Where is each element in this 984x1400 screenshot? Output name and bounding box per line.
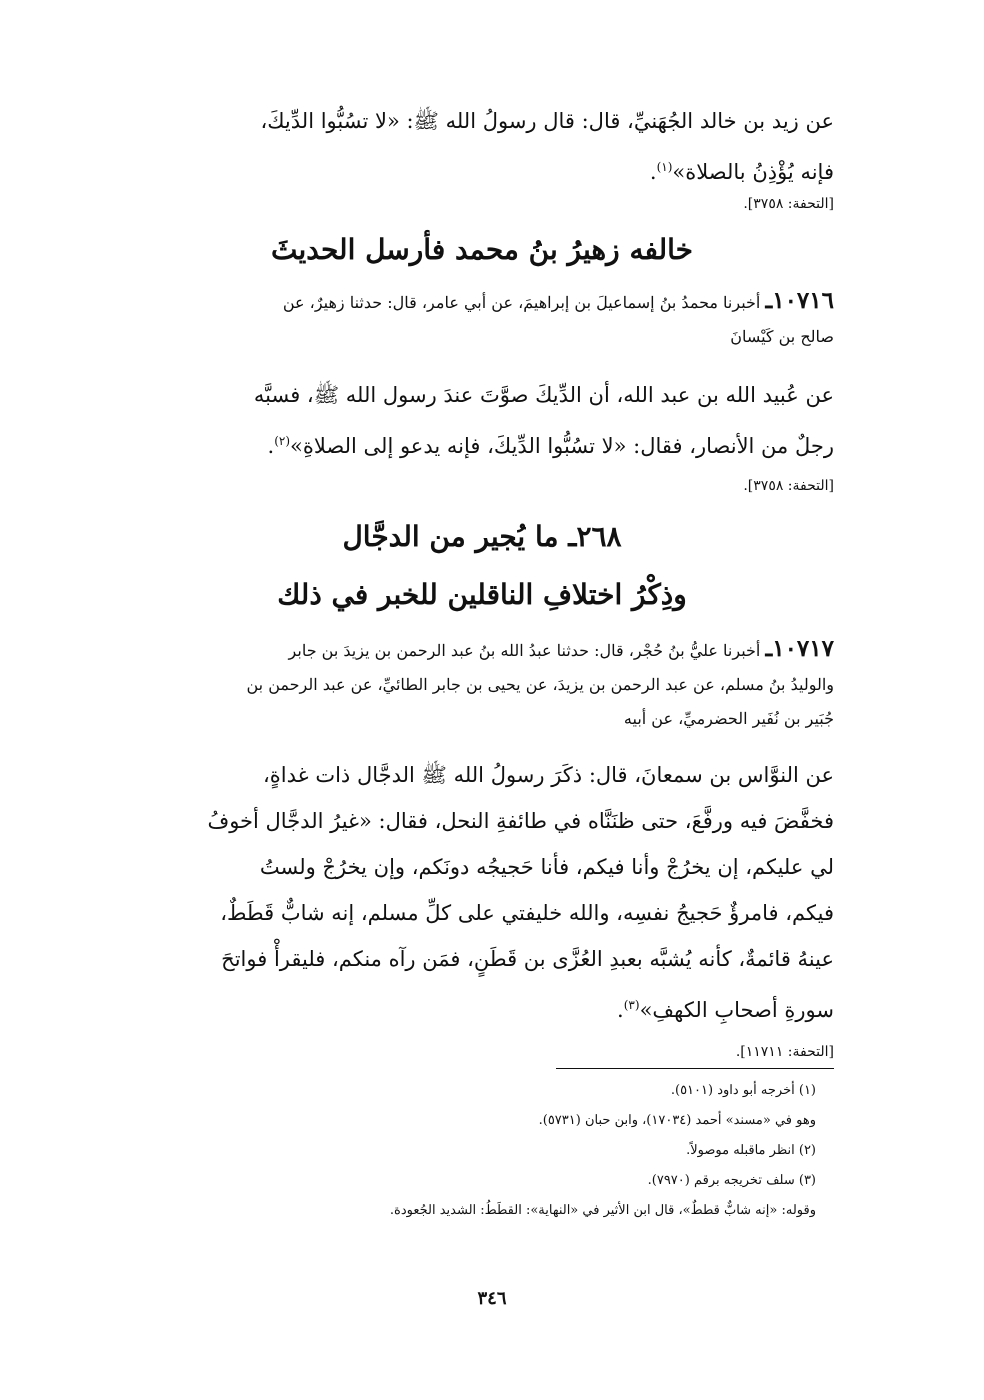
text-line: عن النوَّاس بن سمعانَ، قال: ذكَرَ رسولُ الله ﷺ الدجَّال ذات غداةٍ، xyxy=(263,763,834,787)
text-segment: سورةِ أصحابِ الكهفِ» xyxy=(639,998,834,1022)
chapter-subheading: وذِكْرُ اختلافِ الناقلين للخبر في ذلك xyxy=(277,578,687,611)
text-segment: رجلٌ من الأنصار، فقال: «لا تسُبُّوا الدِّيكَ، فإنه يدعو إلى الصلاةِ» xyxy=(290,434,834,458)
hadith-isnad-10717 xyxy=(130,632,834,736)
text-line: فيكم، فامرؤٌ حَجيجُ نفسِه، والله خليفتي على كلِّ مسلم، إنه شابٌّ قَطَطٌ، xyxy=(220,901,834,925)
footnote-line: وهو في «مسند» أحمد (١٧٠٣٤)، وابن حبان (٥٧٣١). xyxy=(538,1113,816,1128)
text-segment: أخبرنا محمدُ بنُ إسماعيلَ بن إبراهيمَ، عن أبي عامر، قال: حدثنا زهيرٌ، عن xyxy=(282,293,761,312)
hadith-text-block-2 xyxy=(130,372,834,469)
tuhfa-reference: [التحفة: ٣٧٥٨]. xyxy=(743,196,834,212)
text-end: . xyxy=(267,434,275,458)
text-line: عينهُ قائمةٌ، كأنه يُشبَّه بعبدِ العُزَّى بن قَطَنٍ، فمَن رآه منكم، فليقرأْ فواتحَ xyxy=(221,947,834,971)
text-line xyxy=(130,418,834,469)
hadith-number: ١٠٧١٧ـ xyxy=(765,635,834,662)
text-line: لي عليكم، إن يخرُجْ وأنا فيكم، فأنا حَجيجُه دونَكم، وإن يخرُجْ ولستُ xyxy=(259,855,834,879)
text-line: عن عُبيد الله بن عبد الله، أن الدِّيكَ صوَّتَ عندَ رسول الله ﷺ، فسبَّه xyxy=(253,383,834,407)
tuhfa-reference: [التحفة: ١١٧١١]. xyxy=(735,1044,834,1060)
footnote-line: (١) أخرجه أبو داود (٥١٠١). xyxy=(670,1083,816,1098)
footnote-divider xyxy=(556,1068,834,1069)
text-line: عن زيد بن خالد الجُهَنيِّ، قال: قال رسولُ الله ﷺ: «لا تسُبُّوا الدِّيكَ، xyxy=(260,109,834,133)
footnote-line: (٢) انظر ماقبله موصولاً. xyxy=(686,1143,816,1158)
hadith-text-block-3 xyxy=(130,752,834,1033)
text-line xyxy=(130,284,834,320)
chapter-heading: ٢٦٨ـ ما يُجير من الدجَّال xyxy=(342,520,622,553)
text-end: . xyxy=(649,160,657,184)
text-line xyxy=(130,982,834,1033)
text-segment: أخبرنا عليُّ بنُ حُجْر، قال: حدثنا عبدُ الله بنُ عبد الرحمن بن يزيدَ بن جابر xyxy=(288,641,761,660)
footnote-line: وقوله: «إنه شابٌّ قططٌ»، قال ابن الأثير في «النهاية»: القطَطُ: الشديد الجُعودة. xyxy=(389,1203,816,1218)
tuhfa-reference: [التحفة: ٣٧٥٨]. xyxy=(743,478,834,494)
hadith-number: ١٠٧١٦ـ xyxy=(765,287,834,314)
footnote-marker: (٢) xyxy=(274,434,291,448)
footnote-marker: (٣) xyxy=(623,998,640,1012)
footnotes xyxy=(130,1076,834,1226)
section-heading: خالفه زهيرُ بنُ محمد فأرسل الحديثَ xyxy=(270,233,693,266)
hadith-text-block-1 xyxy=(130,98,834,195)
page-number: ٣٤٦ xyxy=(477,1288,507,1309)
text-line: والوليدُ بنُ مسلم، عن عبد الرحمن بن يزيدَ، عن يحيى بن جابر الطائيِّ، عن عبد الرحمن بن xyxy=(246,675,834,694)
text-segment: فإنه يُؤْذِنُ بالصلاة» xyxy=(672,160,834,184)
hadith-isnad-10716 xyxy=(130,284,834,354)
text-end: . xyxy=(617,998,624,1022)
text-line: فخفَّضَ فيه ورفَّعَ، حتى ظنَنَّاه في طائفةِ النحل، فقال: «غيرُ الدجَّال أخوفُ xyxy=(207,809,834,833)
text-line: جُبَير بن نُفَير الحضرميِّ، عن أبيه xyxy=(623,709,834,728)
text-line xyxy=(130,144,834,195)
text-line: صالح بن كَيْسانَ xyxy=(730,327,834,346)
footnote-line: (٣) سلف تخريجه برقم (٧٩٧٠). xyxy=(647,1173,816,1188)
text-line xyxy=(130,632,834,668)
footnote-marker: (١) xyxy=(656,160,673,174)
